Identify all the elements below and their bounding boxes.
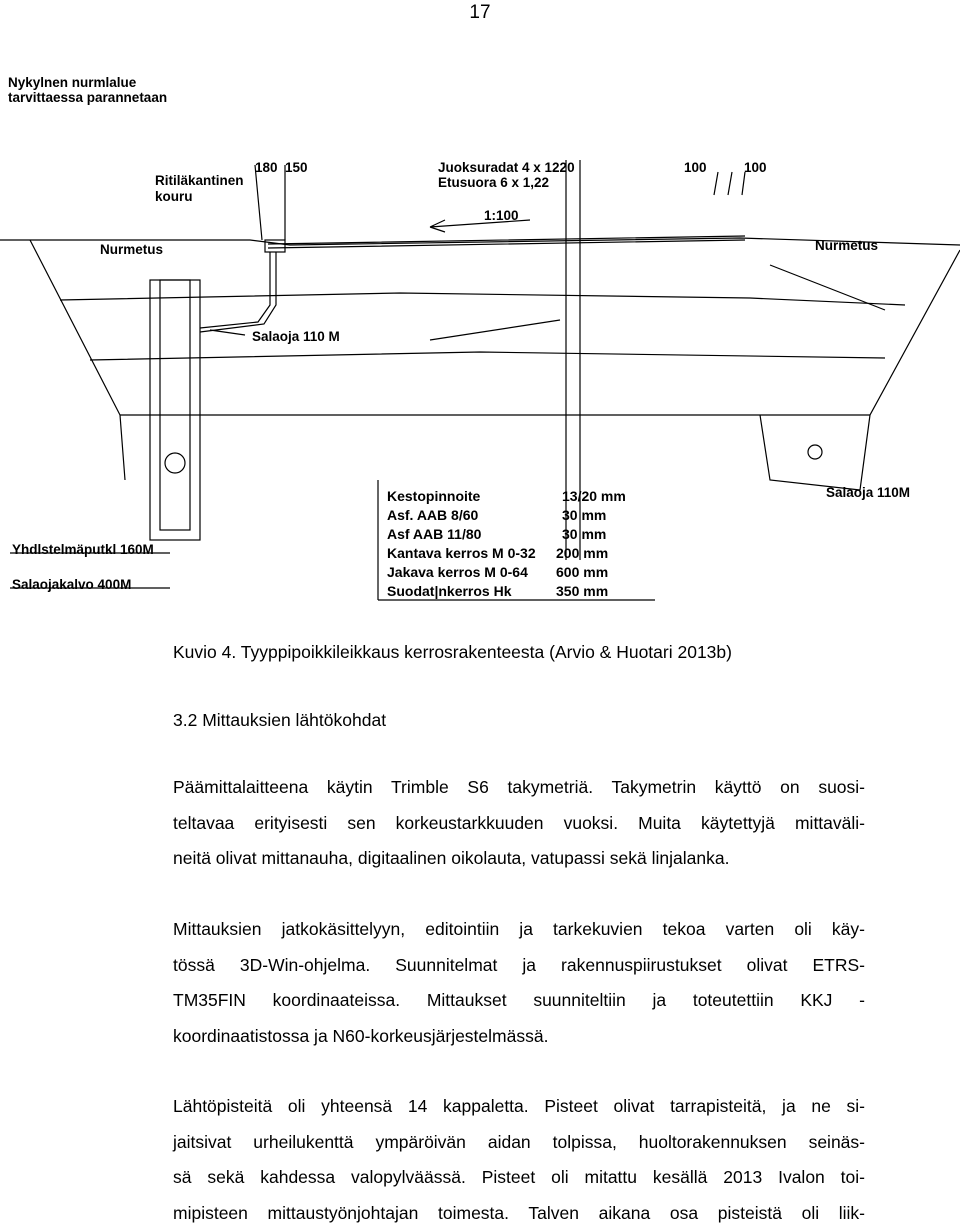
paragraph (173, 770, 865, 877)
layer-name: Asf AAB 11/80 (387, 526, 482, 542)
drain-left-label: Salaoja 110 M (252, 329, 340, 344)
turf-left-label: Nurmetus (100, 242, 163, 257)
dimension-label: 100 (684, 160, 707, 175)
lanes-label: Etusuora 6 x 1,22 (438, 175, 549, 190)
grate-label: kouru (155, 189, 193, 204)
layer-thickness: 200 mm (556, 545, 608, 561)
layer-thickness: 350 mm (556, 583, 608, 599)
layer-thickness: 30 mm (562, 526, 606, 542)
layer-thickness: 600 mm (556, 564, 608, 580)
leader-line (770, 265, 885, 310)
paragraph-line: neitä olivat mittanauha, digitaalinen oikolauta, vatupassi sekä linjalanka. (173, 841, 865, 877)
slope-label: 1:100 (484, 208, 519, 223)
paragraph-line: TM35FIN koordinaateissa. Mittaukset suunniteltiin ja toteutettiin KKJ - (173, 983, 865, 1019)
dimension-label: 180 (255, 160, 278, 175)
bottom-wedge (760, 415, 860, 490)
trench-inner (160, 280, 190, 530)
paragraph-line: jaitsivat urheilukenttä ympäröivän aidan tolpissa, huoltorakennuksen seinäs- (173, 1125, 865, 1161)
paragraph-line: sä sekä kahdessa valopylväässä. Pisteet oli mitattu kesällä 2013 Ivalon toi- (173, 1160, 865, 1196)
grate-label: Ritiläkantinen (155, 173, 244, 188)
leader-line (255, 165, 285, 240)
dimension-label: 100 (744, 160, 767, 175)
drain-right-label: Salaoja 110M (826, 485, 910, 500)
paragraph-line: mipisteen mittaustyönjohtajan toimesta. Talven aikana osa pisteistä oli liik- (173, 1196, 865, 1231)
layer-table (387, 488, 626, 599)
layer-name: Suodat|nkerros Hk (387, 583, 512, 599)
paragraph-line: koordinaatistossa ja N60-korkeusjärjestelmässä. (173, 1019, 865, 1055)
layer-name: Asf. AAB 8/60 (387, 507, 479, 523)
paragraph (173, 912, 865, 1054)
layer-name: Kantava kerros M 0-32 (387, 545, 536, 561)
section-heading: 3.2 Mittauksien lähtökohdat (173, 710, 386, 731)
pipe-trench (150, 280, 200, 540)
drain-pipe-circle (808, 445, 822, 459)
channel-outlet (200, 252, 276, 332)
layer-thickness: 30 mm (562, 507, 606, 523)
excavation-outline (30, 240, 960, 490)
drain-membrane-label: Salaojakalvo 400M (12, 577, 131, 592)
layer-boundary (90, 352, 885, 360)
paragraph-line: Päämittalaitteena käytin Trimble S6 takymetriä. Takymetrin käyttö on suosi- (173, 770, 865, 806)
turf-note-label: tarvittaessa parannetaan (8, 90, 167, 105)
leader-line (430, 320, 560, 340)
paragraph (173, 1089, 865, 1231)
turf-note-label: Nykylnen nurmlalue (8, 75, 137, 90)
combined-pipe-label: Yhdlstelmäputkl 160M (12, 542, 154, 557)
layer-boundary (60, 293, 905, 305)
leader-line (210, 330, 245, 335)
cross-section-figure (0, 60, 960, 620)
layer-name: Kestopinnoite (387, 488, 481, 504)
combined-pipe-circle (165, 453, 185, 473)
layer-thickness: 13/20 mm (562, 488, 626, 504)
lanes-label: Juoksuradat 4 x 1220 (438, 160, 575, 175)
turf-right-label: Nurmetus (815, 238, 878, 253)
dimension-label: 150 (285, 160, 308, 175)
paragraph-line: Lähtöpisteitä oli yhteensä 14 kappaletta. Pisteet olivat tarrapisteitä, ja ne si- (173, 1089, 865, 1125)
leader-line (714, 172, 745, 195)
layer-name: Jakava kerros M 0-64 (387, 564, 528, 580)
figure-caption: Kuvio 4. Tyyppipoikkileikkaus kerrosrakenteesta (Arvio & Huotari 2013b) (173, 642, 732, 663)
paragraph-line: Mittauksien jatkokäsittelyyn, editointiin ja tarkekuvien tekoa varten oli käy- (173, 912, 865, 948)
paragraph-line: teltavaa erityisesti sen korkeustarkkuuden vuoksi. Muita käytettyjä mittaväli- (173, 806, 865, 842)
paragraph-line: tössä 3D-Win-ohjelma. Suunnitelmat ja rakennuspiirustukset olivat ETRS- (173, 948, 865, 984)
page-number: 17 (0, 2, 960, 24)
